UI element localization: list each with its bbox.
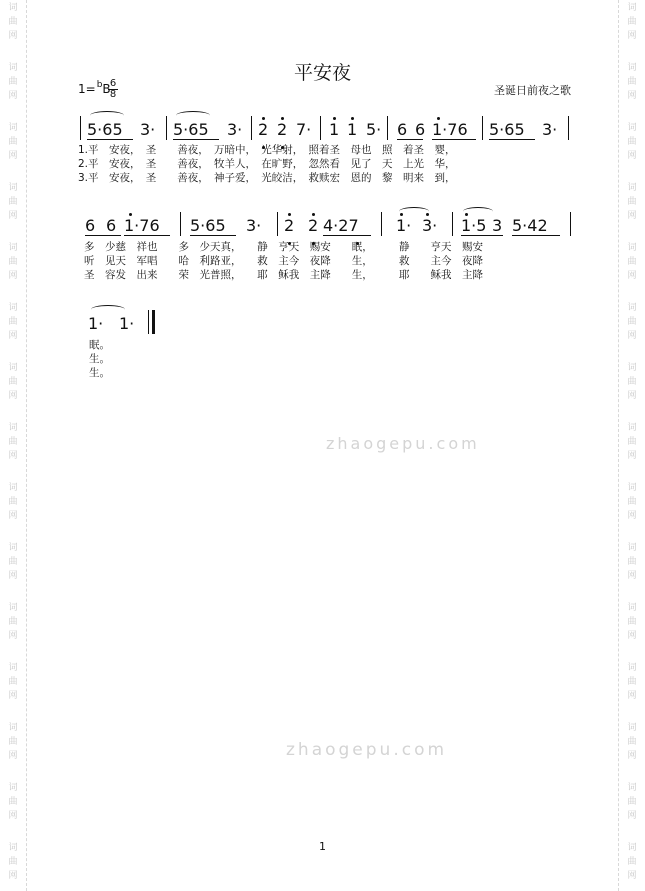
side-watermark-glyph: 网 bbox=[627, 811, 637, 821]
beam-underline bbox=[397, 139, 423, 140]
side-watermark-glyph: 网 bbox=[8, 571, 18, 581]
note-group: 3· bbox=[140, 120, 156, 139]
barline bbox=[251, 116, 252, 140]
right-watermark-gutter bbox=[618, 0, 645, 891]
octave-dot bbox=[312, 213, 315, 216]
octave-dot bbox=[400, 213, 403, 216]
side-watermark-glyph: 词 bbox=[8, 543, 18, 553]
side-watermark-glyph: 曲 bbox=[8, 137, 18, 147]
time-signature-bottom: 8 bbox=[109, 89, 117, 100]
barline bbox=[277, 212, 278, 236]
note-group: 2 bbox=[284, 216, 295, 235]
octave-dot bbox=[129, 213, 132, 216]
side-watermark-glyph: 网 bbox=[8, 751, 18, 761]
tie-arc bbox=[399, 207, 429, 216]
note-group: 4·27 bbox=[323, 216, 359, 235]
side-watermark-glyph: 词 bbox=[8, 123, 18, 133]
octave-dot bbox=[262, 117, 265, 120]
barline bbox=[387, 116, 388, 140]
side-watermark-glyph: 词 bbox=[8, 243, 18, 253]
note-group: 6 bbox=[106, 216, 117, 235]
side-watermark-glyph: 词 bbox=[627, 543, 637, 553]
note-group: 5·65 bbox=[489, 120, 525, 139]
side-watermark-glyph: 曲 bbox=[8, 197, 18, 207]
side-watermark-glyph: 词 bbox=[8, 483, 18, 493]
note-group: 3· bbox=[542, 120, 558, 139]
side-watermark-glyph: 词 bbox=[8, 303, 18, 313]
side-watermark-glyph: 曲 bbox=[8, 377, 18, 387]
octave-dot bbox=[426, 213, 429, 216]
octave-dot bbox=[288, 213, 291, 216]
side-watermark-glyph: 曲 bbox=[8, 557, 18, 567]
note-group: 1 bbox=[347, 120, 358, 139]
barline bbox=[482, 116, 483, 140]
side-watermark-glyph: 词 bbox=[627, 363, 637, 373]
side-watermark-glyph: 网 bbox=[627, 751, 637, 761]
note-group: 1·76 bbox=[432, 120, 468, 139]
side-watermark-glyph: 曲 bbox=[8, 317, 18, 327]
left-watermark-gutter bbox=[0, 0, 27, 891]
side-watermark-glyph: 曲 bbox=[8, 737, 18, 747]
note-group: 5·65 bbox=[87, 120, 123, 139]
note-group: 6 bbox=[85, 216, 96, 235]
octave-dot bbox=[333, 117, 336, 120]
beam-underline bbox=[489, 139, 535, 140]
side-watermark-glyph: 网 bbox=[627, 391, 637, 401]
side-watermark-glyph: 词 bbox=[627, 183, 637, 193]
barline bbox=[166, 116, 167, 140]
note-group: 3 bbox=[492, 216, 503, 235]
lyric-line: 3.平 安夜， 圣 善夜， 神子爱， 光皎洁， 救赎宏 恩的 黎 明来 到， bbox=[78, 172, 456, 184]
note-group: 2 bbox=[308, 216, 319, 235]
center-watermark: zhaogepu.com bbox=[286, 740, 448, 760]
time-signature bbox=[108, 79, 118, 100]
side-watermark-glyph: 曲 bbox=[627, 257, 637, 267]
lyric-line: 生。 bbox=[89, 367, 110, 379]
lyric-line: 听 见天 军唱 哈 利路亚， 救 主今 夜降 生， 救 主今 夜降 bbox=[84, 255, 483, 267]
beam-underline bbox=[323, 235, 371, 236]
note-group: 5·42 bbox=[512, 216, 548, 235]
side-watermark-glyph: 词 bbox=[8, 603, 18, 613]
side-watermark-glyph: 曲 bbox=[627, 857, 637, 867]
side-watermark-glyph: 网 bbox=[8, 211, 18, 221]
lyric-line: 圣 容发 出来 荣 光普照， 耶 稣我 主降 生， 耶 稣我 主降 bbox=[84, 269, 483, 281]
barline bbox=[452, 212, 453, 236]
side-watermark-glyph: 网 bbox=[8, 151, 18, 161]
side-watermark-glyph: 曲 bbox=[8, 497, 18, 507]
side-watermark-glyph: 网 bbox=[8, 31, 18, 41]
side-watermark-glyph: 词 bbox=[627, 843, 637, 853]
side-watermark-glyph: 词 bbox=[8, 663, 18, 673]
side-watermark-glyph: 曲 bbox=[627, 317, 637, 327]
side-watermark-glyph: 曲 bbox=[627, 77, 637, 87]
side-watermark-glyph: 网 bbox=[627, 511, 637, 521]
subtitle: 圣诞日前夜之歌 bbox=[494, 84, 571, 97]
side-watermark-glyph: 网 bbox=[8, 331, 18, 341]
tie-arc bbox=[176, 111, 210, 120]
time-signature-top: 6 bbox=[109, 78, 117, 89]
side-watermark-glyph: 曲 bbox=[627, 497, 637, 507]
note-group: 5·65 bbox=[190, 216, 226, 235]
beam-underline bbox=[432, 139, 476, 140]
side-watermark-glyph: 曲 bbox=[627, 617, 637, 627]
side-watermark-glyph: 词 bbox=[627, 663, 637, 673]
side-watermark-glyph: 曲 bbox=[627, 677, 637, 687]
side-watermark-glyph: 网 bbox=[8, 391, 18, 401]
note-group: 1· bbox=[119, 314, 135, 333]
side-watermark-glyph: 词 bbox=[8, 3, 18, 13]
side-watermark-glyph: 词 bbox=[627, 63, 637, 73]
tie-arc bbox=[90, 111, 124, 120]
side-watermark-glyph: 词 bbox=[8, 183, 18, 193]
beam-underline bbox=[173, 139, 219, 140]
side-watermark-glyph: 词 bbox=[8, 63, 18, 73]
note-group: 1·5 bbox=[461, 216, 487, 235]
side-watermark-glyph: 词 bbox=[8, 783, 18, 793]
barline bbox=[152, 310, 155, 334]
lyric-line: 多 少慈 祥也 多 少天真， 静 亨天 赐安 眠， 静 亨天 赐安 bbox=[84, 241, 483, 253]
barline bbox=[320, 116, 321, 140]
page-number: 1 bbox=[319, 840, 326, 853]
key-signature bbox=[78, 80, 111, 96]
note-group: 3· bbox=[227, 120, 243, 139]
lyric-line: 生。 bbox=[89, 353, 110, 365]
side-watermark-glyph: 网 bbox=[627, 871, 637, 881]
side-watermark-glyph: 网 bbox=[8, 271, 18, 281]
octave-dot bbox=[281, 117, 284, 120]
side-watermark-glyph: 曲 bbox=[627, 737, 637, 747]
note-group: 2 bbox=[258, 120, 269, 139]
barline bbox=[148, 310, 149, 334]
barline bbox=[180, 212, 181, 236]
side-watermark-glyph: 词 bbox=[8, 723, 18, 733]
side-watermark-glyph: 词 bbox=[627, 423, 637, 433]
note-group: 6 bbox=[415, 120, 426, 139]
tie-arc bbox=[91, 305, 125, 314]
side-watermark-glyph: 网 bbox=[627, 451, 637, 461]
side-watermark-glyph: 词 bbox=[627, 123, 637, 133]
side-watermark-glyph: 网 bbox=[627, 571, 637, 581]
side-watermark-glyph: 网 bbox=[627, 331, 637, 341]
key-prefix: 1= bbox=[78, 82, 96, 96]
side-watermark-glyph: 曲 bbox=[627, 437, 637, 447]
side-watermark-glyph: 曲 bbox=[8, 17, 18, 27]
note-group: 1·76 bbox=[124, 216, 160, 235]
page-title: 平安夜 bbox=[293, 62, 351, 84]
side-watermark-glyph: 曲 bbox=[8, 437, 18, 447]
beam-underline bbox=[190, 235, 236, 236]
note-group: 1 bbox=[329, 120, 340, 139]
side-watermark-glyph: 曲 bbox=[627, 197, 637, 207]
key-note: B bbox=[102, 82, 111, 96]
side-watermark-glyph: 词 bbox=[627, 783, 637, 793]
side-watermark-glyph: 曲 bbox=[627, 557, 637, 567]
beam-underline bbox=[461, 235, 503, 236]
barline bbox=[80, 116, 81, 140]
side-watermark-glyph: 曲 bbox=[627, 797, 637, 807]
side-watermark-glyph: 曲 bbox=[627, 17, 637, 27]
side-watermark-glyph: 曲 bbox=[627, 137, 637, 147]
note-group: 3· bbox=[422, 216, 438, 235]
side-watermark-glyph: 词 bbox=[627, 3, 637, 13]
side-watermark-glyph: 网 bbox=[627, 691, 637, 701]
side-watermark-glyph: 曲 bbox=[8, 677, 18, 687]
note-group: 7· bbox=[296, 120, 312, 139]
beam-underline bbox=[512, 235, 560, 236]
side-watermark-glyph: 网 bbox=[8, 91, 18, 101]
lyric-line: 1.平 安夜， 圣 善夜， 万暗中， 光华射， 照着圣 母也 照 着圣 婴， bbox=[78, 144, 456, 156]
side-watermark-glyph: 词 bbox=[627, 483, 637, 493]
center-watermark: zhaogepu.com bbox=[326, 434, 480, 453]
side-watermark-glyph: 词 bbox=[8, 843, 18, 853]
side-watermark-glyph: 网 bbox=[8, 811, 18, 821]
side-watermark-glyph: 曲 bbox=[8, 617, 18, 627]
beam-underline bbox=[85, 235, 121, 236]
side-watermark-glyph: 网 bbox=[627, 271, 637, 281]
side-watermark-glyph: 词 bbox=[627, 243, 637, 253]
lyric-line: 2.平 安夜， 圣 善夜， 牧羊人， 在旷野， 忽然看 见了 天 上光 华， bbox=[78, 158, 456, 170]
side-watermark-glyph: 词 bbox=[627, 723, 637, 733]
barline bbox=[570, 212, 571, 236]
side-watermark-glyph: 网 bbox=[627, 31, 637, 41]
barline bbox=[381, 212, 382, 236]
side-watermark-glyph: 网 bbox=[8, 451, 18, 461]
side-watermark-glyph: 网 bbox=[8, 631, 18, 641]
lyric-line: 眠。 bbox=[89, 339, 110, 351]
barline bbox=[568, 116, 569, 140]
octave-dot bbox=[437, 117, 440, 120]
side-watermark-glyph: 曲 bbox=[627, 377, 637, 387]
side-watermark-glyph: 网 bbox=[627, 211, 637, 221]
side-watermark-glyph: 词 bbox=[8, 423, 18, 433]
side-watermark-glyph: 网 bbox=[627, 151, 637, 161]
side-watermark-glyph: 词 bbox=[8, 363, 18, 373]
side-watermark-glyph: 网 bbox=[627, 91, 637, 101]
note-group: 3· bbox=[246, 216, 262, 235]
note-group: 1· bbox=[396, 216, 412, 235]
side-watermark-glyph: 曲 bbox=[8, 857, 18, 867]
note-group: 1· bbox=[88, 314, 104, 333]
beam-underline bbox=[124, 235, 170, 236]
octave-dot bbox=[351, 117, 354, 120]
side-watermark-glyph: 曲 bbox=[8, 257, 18, 267]
side-watermark-glyph: 网 bbox=[627, 631, 637, 641]
octave-dot bbox=[465, 213, 468, 216]
side-watermark-glyph: 曲 bbox=[8, 77, 18, 87]
side-watermark-glyph: 网 bbox=[8, 871, 18, 881]
side-watermark-glyph: 词 bbox=[627, 603, 637, 613]
note-group: 2 bbox=[277, 120, 288, 139]
key-flat: b bbox=[96, 80, 103, 90]
side-watermark-glyph: 曲 bbox=[8, 797, 18, 807]
beam-underline bbox=[87, 139, 133, 140]
side-watermark-glyph: 网 bbox=[8, 511, 18, 521]
side-watermark-glyph: 词 bbox=[627, 303, 637, 313]
note-group: 6 bbox=[397, 120, 408, 139]
note-group: 5· bbox=[366, 120, 382, 139]
note-group: 5·65 bbox=[173, 120, 209, 139]
side-watermark-glyph: 网 bbox=[8, 691, 18, 701]
